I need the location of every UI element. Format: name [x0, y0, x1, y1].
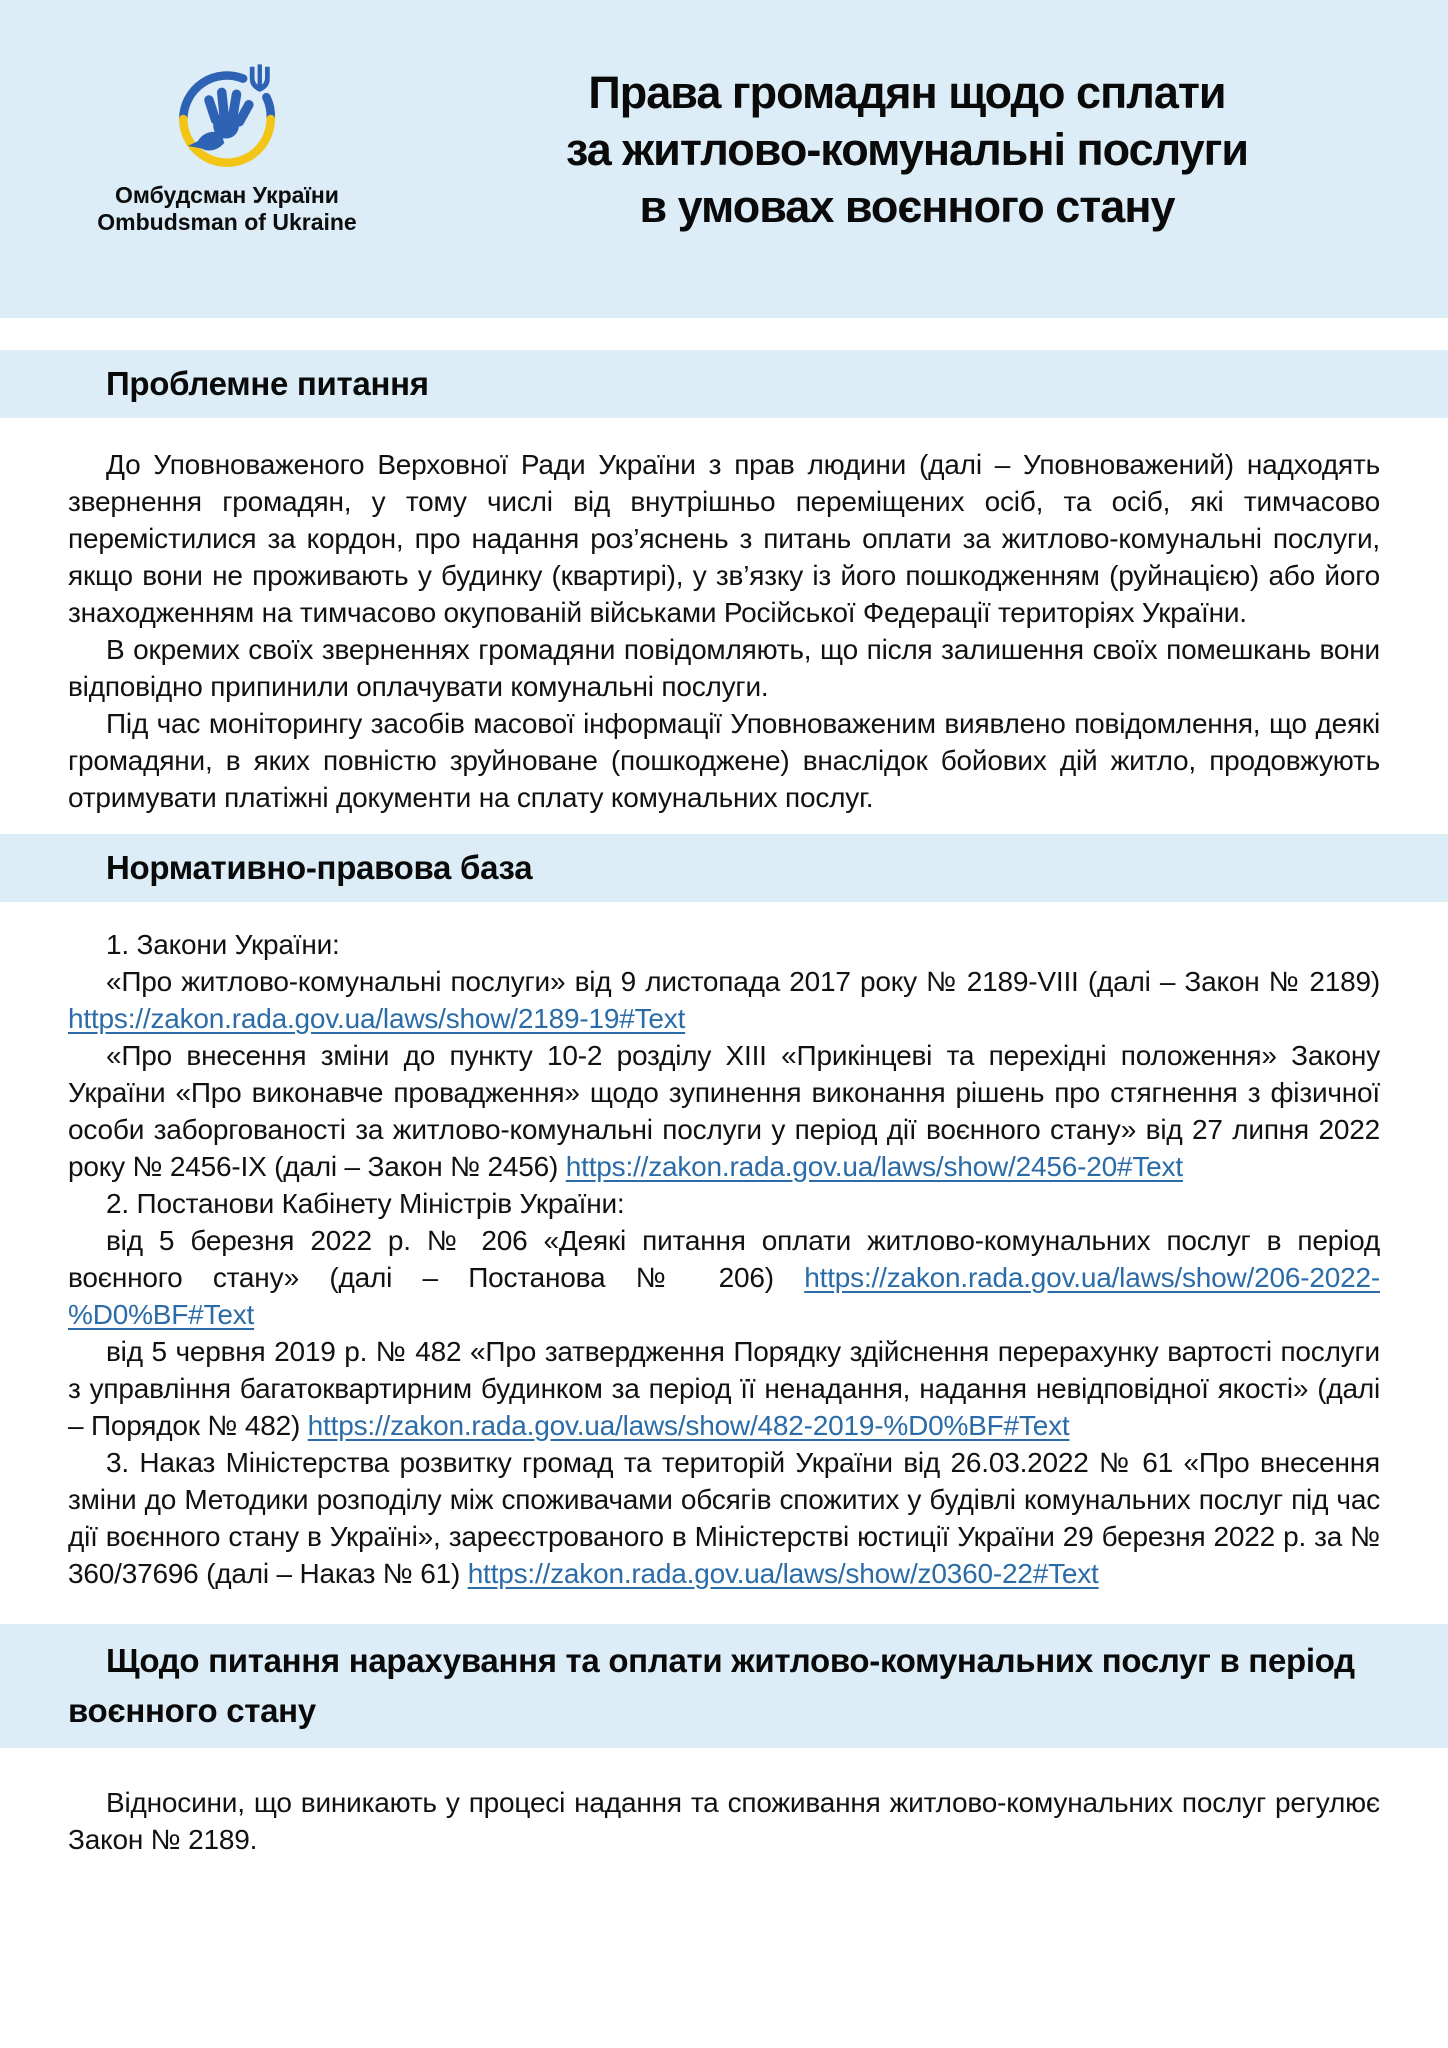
hand-dove-icon	[191, 92, 249, 149]
paragraph-law-2189-regulates: Відносини, що виникають у процесі надання та споживання житлово-комунальних послуг регулює Закон № 2189.	[68, 1787, 1380, 1855]
list-item-laws-heading: 1. Закони України:	[106, 929, 340, 960]
ombudsman-logo	[52, 0, 402, 236]
section-accrual-body	[0, 1748, 1448, 1858]
procedure-482-text: від 5 червня 2019 р. № 482 «Про затвердження Порядку здійснення перерахунку вартості послуги з управління багатоквартирним будинком за період її ненадання, надання невідповідної якості» (далі – Порядок № 482)	[68, 1336, 1380, 1441]
paragraph-stopped-paying: В окремих своїх зверненнях громадяни повідомляють, що після залишення своїх помешкань вони відповідно припинили оплачувати комунальні послуги.	[68, 634, 1380, 702]
page-title	[412, 64, 1402, 235]
section-legal-body	[0, 902, 1448, 1606]
resolution-206-text: від 5 березня 2022 р. № 206 «Деякі питання оплати житлово-комунальних послуг в період воєнного стану» (далі – Постанова № 206)	[68, 1225, 1380, 1293]
link-law-2189[interactable]: https://zakon.rada.gov.ua/laws/show/2189-19#Text	[68, 1003, 686, 1034]
logo-title-uk: Омбудсман України	[115, 182, 339, 208]
list-item-law-2189	[68, 963, 1380, 1037]
link-resolution-206[interactable]: https://zakon.rada.gov.ua/laws/show/206-2022-%D0%BF#Text	[68, 1262, 1380, 1330]
list-item-law-2456	[68, 1037, 1380, 1185]
list-item-procedure-482	[68, 1333, 1380, 1444]
link-procedure-482[interactable]: https://zakon.rada.gov.ua/laws/show/482-2019-%D0%BF#Text	[307, 1410, 1070, 1441]
list-item-resolution-206	[68, 1222, 1380, 1333]
law-2189-text: «Про житлово-комунальні послуги» від 9 листопада 2017 року № 2189-VIII (далі – Закон № 2189)	[106, 966, 1380, 997]
page-title-line1: Права громадян щодо сплати	[588, 67, 1226, 118]
list-item-resolutions-heading: 2. Постанови Кабінету Міністрів України:	[106, 1188, 625, 1219]
link-law-2456[interactable]: https://zakon.rada.gov.ua/laws/show/2456-20#Text	[565, 1151, 1183, 1182]
law-2456-text: «Про внесення зміни до пункту 10-2 розділу XIII «Прикінцеві та перехідні положення» Закону України «Про виконавче провадження» щодо зупинення виконання рішень про стягнення з фізичної особи заборгованості за житлово-комунальні послуги у період дії воєнного стану» від 27 липня 2022 року № 2456-IX (далі – Закон № 2456)	[68, 1040, 1380, 1182]
document-header	[0, 0, 1448, 318]
section-heading-legal: Нормативно-правова база	[0, 834, 1448, 902]
header-divider	[0, 318, 1448, 350]
paragraph-media-monitoring: Під час моніторингу засобів масової інформації Уповноваженим виявлено повідомлення, що деякі громадяни, в яких повністю зруйноване (пошкоджене) внаслідок бойових дій житло, продовжують отримувати платіжні документи на сплату комунальних послуг.	[68, 708, 1380, 813]
ombudsman-logo-icon	[170, 62, 284, 176]
section-problem-body	[0, 418, 1448, 834]
order-61-text: 3. Наказ Міністерства розвитку громад та територій України від 26.03.2022 № 61 «Про внесення зміни до Методики розподілу між споживачами обсягів спожитих у будівлі комунальних послуг під час дії воєнного стану в Україні», зареєстрованого в Міністерстві юстиції України 29 березня 2022 р. за № 360/37696 (далі – Наказ № 61)	[68, 1447, 1380, 1589]
paragraph-appeals: До Уповноваженого Верховної Ради України з прав людини (далі – Уповноважений) надходять звернення громадян, у тому числі від внутрішньо переміщених осіб, та осіб, які тимчасово перемістилися за кордон, про надання роз’яснень з питань оплати за житлово-комунальні послуги, якщо вони не проживають у будинку (квартирі), у зв’язку із його пошкодженням (руйнацією) або його знаходженням на тимчасово окупованій військами Російської Федерації територіях України.	[68, 449, 1380, 628]
link-order-61[interactable]: https://zakon.rada.gov.ua/laws/show/z0360-22#Text	[467, 1558, 1099, 1589]
section-heading-accrual: Щодо питання нарахування та оплати житлово-комунальних послуг в період воєнного стану	[0, 1624, 1448, 1748]
trident-icon	[250, 64, 270, 92]
section-heading-problem: Проблемне питання	[0, 350, 1448, 418]
page-title-line3: в умовах воєнного стану	[639, 181, 1175, 232]
page-title-line2: за житлово-комунальні послуги	[565, 124, 1249, 175]
list-item-order-61	[68, 1444, 1380, 1592]
logo-title-en: Ombudsman of Ukraine	[97, 209, 357, 235]
